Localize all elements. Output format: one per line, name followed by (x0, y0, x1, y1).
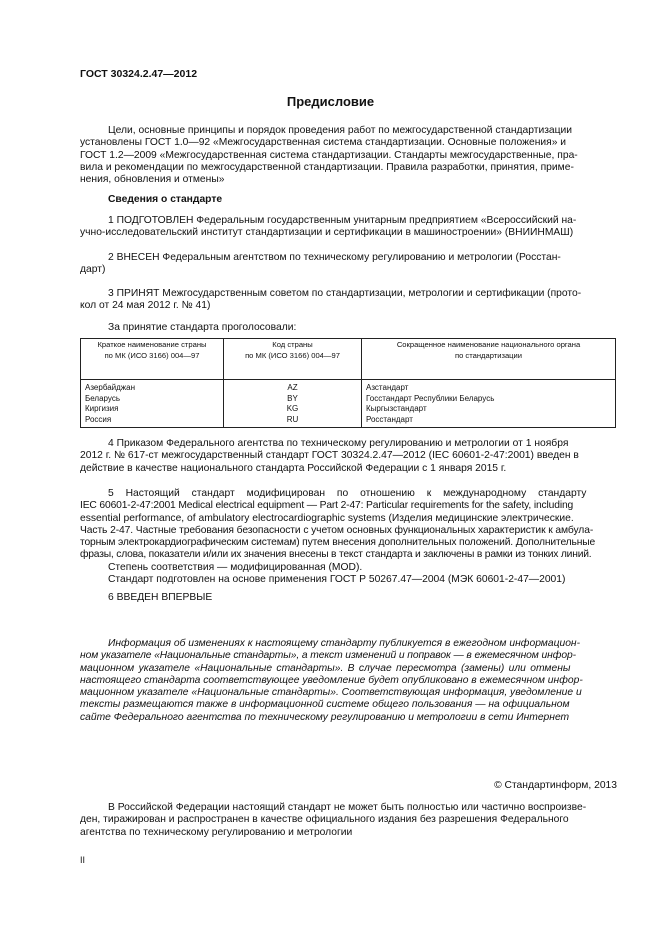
column-header-body (362, 339, 616, 380)
item-3 (80, 288, 616, 313)
text-line: В Российской Федерации настоящий стандарт не может быть полностью или частично воспроизве- (108, 802, 587, 813)
text-line: ГОСТ 1.2—2009 «Межгосударственная система стандартизации. Стандарты межгосударственные, пра- (80, 149, 578, 161)
item-5 (80, 488, 616, 586)
country-name: Азербайджан (85, 383, 136, 392)
text-line: 3 ПРИНЯТ Межгосударственным советом по стандартизации, метрологии и сертификации (прото- (108, 288, 582, 299)
item-4 (80, 438, 616, 475)
country-code: BY (287, 393, 298, 403)
info-notice (80, 638, 616, 724)
rights-notice (80, 802, 616, 839)
text-line: ден, тиражирован и распространен в качестве официального издания без разрешения Федерального (80, 814, 569, 826)
text-line: Стандарт подготовлен на основе применения ГОСТ Р 50267.47—2004 (МЭК 60601-2-47—2001) (108, 574, 566, 586)
item-1 (80, 215, 616, 240)
country-name: Киргизия (85, 404, 119, 413)
vote-label (80, 322, 616, 334)
voting-table (80, 338, 616, 428)
text-line: учно-исследовательский институт стандартизации и сертификации в машиностроении» (ВНИИНМАШ) (80, 227, 574, 239)
text-line: мационном указателе «Национальные стандарты». Соответствующая информация, уведомление и (80, 687, 582, 699)
header-line: Краткое наименование страны (97, 340, 207, 349)
country-code: RU (286, 414, 299, 424)
text-line: 2012 г. № 617-ст межгосударственный стандарт ГОСТ 30324.2.47—2012 (IEC 60601-2-47:2001) введен в (80, 450, 579, 462)
text-line: сайте Федерального агентства по техническому регулированию и метрологии в сети Интернет (80, 711, 570, 723)
text-line: нения, обновления и отмены» (80, 174, 225, 186)
text-line: Информация об изменениях к настоящему стандарту публикуется в ежегодном информацион- (108, 638, 581, 649)
text-line: установлены ГОСТ 1.0—92 «Межгосударственная система стандартизации. Основные положения» и (80, 137, 567, 149)
text-line: мационном указателе «Национальные стандарты». В случае пересмотра (замены) или отмены (80, 662, 571, 674)
text-line: настоящего стандарта соответствующее уведомление будет опубликовано в ежемесячном инфор- (80, 674, 583, 686)
copyright: © Стандартинформ, 2013 (494, 780, 617, 791)
text-line: вила и рекомендации по межгосударственной стандартизации. Правила разработки, принятия, приме- (80, 161, 574, 173)
table-body-row (81, 380, 616, 428)
text-line: Степень соответствия — модифицированная (MOD). (108, 561, 363, 573)
text-line: 5 Настоящий стандарт модифицирован по отношению к международному стандарту (108, 488, 587, 499)
header-line: по МК (ИСО 3166) 004—97 (104, 351, 200, 360)
national-body: Кыргызстандарт (366, 404, 427, 413)
country-cell (81, 380, 224, 428)
national-body: Азстандарт (366, 383, 409, 392)
text-line: essential performance, of ambulatory electrocardiographic systems (Изделия медицинские электрические. (80, 512, 574, 524)
text-line: Часть 2-47. Частные требования безопасности с учетом основных функциональных характеристик к амбула- (80, 524, 594, 536)
page-title: Предисловие (286, 94, 375, 109)
national-body: Росстандарт (366, 414, 413, 424)
column-header-country (81, 339, 224, 380)
column-header-code (224, 339, 362, 380)
header-line: по МК (ИСО 3166) 004—97 (245, 351, 340, 360)
text-line: IEC 60601-2-47:2001 Medical electrical equipment — Part 2-47: Particular requirements for the safety, including (80, 500, 574, 512)
text-line: 2 ВНЕСЕН Федеральным агентством по техническому регулированию и метрологии (Росстан- (108, 252, 561, 263)
body-cell (362, 380, 616, 428)
text-line: фразы, слова, показатели и/или их значения внесены в текст стандарта и заключены в рамки из тонких линий. (80, 549, 592, 561)
item-6 (80, 592, 616, 604)
item-2 (80, 252, 616, 277)
text-line: 4 Приказом Федерального агентства по техническому регулированию и метрологии от 1 ноября (108, 438, 569, 449)
text-line: За принятие стандарта проголосовали: (108, 322, 297, 333)
country-name: Россия (85, 414, 112, 424)
header-line: Код страны (272, 340, 313, 349)
text-line: ном указателе «Национальные стандарты», а текст изменений и поправок — в ежемесячном инфор- (80, 650, 576, 662)
code-cell (224, 380, 362, 428)
table-header-row (81, 339, 616, 380)
document-header: ГОСТ 30324.2.47—2012 (80, 68, 198, 80)
national-body: Госстандарт Республики Беларусь (366, 393, 495, 403)
text-line: 6 ВВЕДЕН ВПЕРВЫЕ (108, 592, 213, 603)
text-line: дарт) (80, 264, 106, 276)
text-line: 1 ПОДГОТОВЛЕН Федеральным государственным унитарным предприятием «Всероссийский на- (108, 215, 577, 226)
text-line: кол от 24 мая 2012 г. № 41) (80, 300, 211, 312)
page-number: II (80, 855, 86, 865)
intro-paragraph (80, 125, 616, 186)
text-line: агентства по техническому регулированию и метрологии (80, 826, 353, 838)
country-code: AZ (287, 383, 298, 392)
text-line: Цели, основные принципы и порядок проведения работ по межгосударственной стандартизации (108, 125, 573, 136)
text-line: торным электрокардиографическим системам) путем внесения дополнительных положений. Дополнительные (80, 537, 596, 549)
text-line: действие в качестве национального стандарта Российской Федерации с 1 января 2015 г. (80, 462, 507, 474)
country-name: Беларусь (85, 393, 120, 403)
header-line: Сокращенное наименование национального органа (396, 340, 581, 349)
section-subtitle: Сведения о стандарте (108, 194, 223, 205)
header-line: по стандартизации (454, 351, 523, 360)
text-line: тексты размещаются также в информационной системе общего пользования — на официальном (80, 699, 570, 711)
country-code: KG (286, 404, 299, 413)
